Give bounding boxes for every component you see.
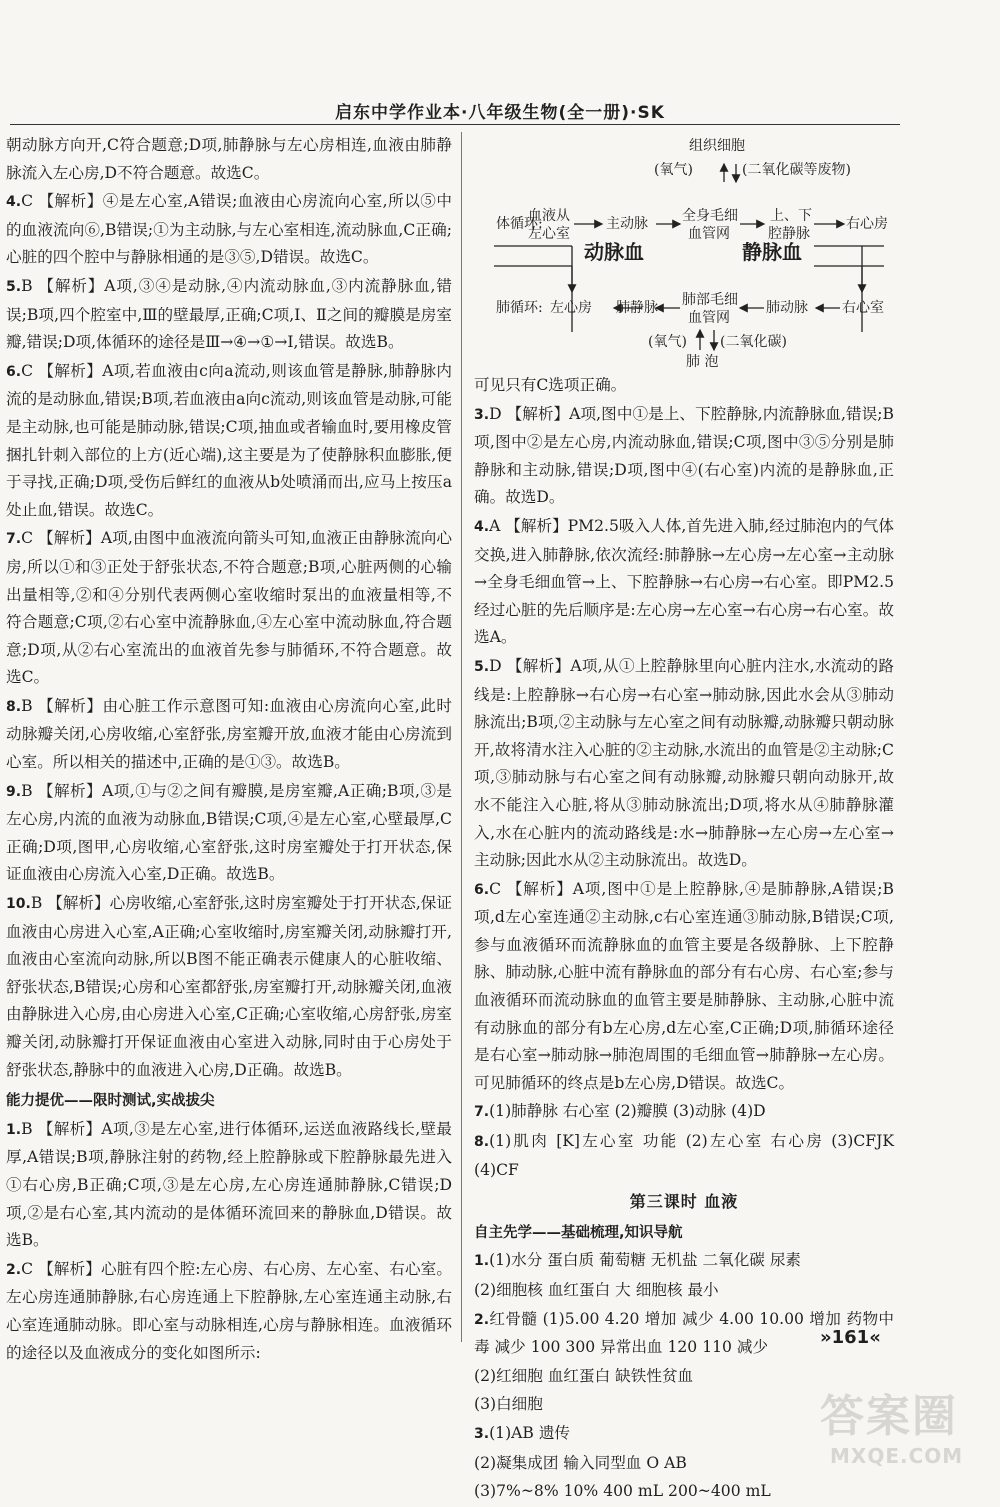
item-number: 1.: [474, 1253, 490, 1270]
answer-item-7: [6, 525, 452, 692]
item-number: 6.: [474, 881, 490, 898]
item-text: (1)AB 遗传: [489, 1423, 571, 1442]
page-number: »161«: [820, 1327, 881, 1348]
item-text: (1)水分 蛋白质 葡萄糖 无机盐 二氧化碳 尿素: [489, 1251, 802, 1270]
ability-item-4: [474, 513, 894, 652]
diagram-co2-waste: (二氧化碳等废物): [742, 162, 851, 178]
diagram-pulm-vein: 肺静脉: [616, 300, 658, 316]
blood-item-2-part-2: (2)红细胞 血红蛋白 缺铁性贫血: [474, 1366, 694, 1385]
header-rule: [10, 124, 900, 125]
diagram-pulm-artery: 肺动脉: [766, 300, 808, 316]
diagram-right-atrium: 右心房: [846, 216, 888, 232]
section-heading: 自主先学——基础梳理,知识导航: [474, 1224, 683, 1241]
column-divider: [461, 132, 462, 1342]
item-number: 10.: [6, 896, 31, 913]
blood-item-2-part-3: (3)白细胞: [474, 1395, 543, 1414]
answer-item-8: [6, 693, 452, 777]
ability-item-7: [474, 1098, 894, 1127]
diagram-lung-cap-1: 肺部毛细: [682, 292, 738, 308]
ability-item-1: [6, 1116, 452, 1255]
diagram-pulmonary-label: 肺循环:: [496, 300, 543, 316]
diagram-left-atrium: 左心房: [550, 300, 592, 316]
page-header: 启东中学作业本·八年级生物(全一册)·SK: [335, 103, 665, 123]
answer-continuation: 朝动脉方向开,C符合题意;D项,肺静脉与左心房相连,血液由肺静脉流入左心房,D不符合题意。故选C。: [6, 136, 452, 182]
diagram-from-lv-1: 血液从: [528, 208, 570, 224]
ability-item-2: [6, 1256, 452, 1367]
watermark-url: MXQE.COM: [830, 1444, 964, 1468]
item-text: D 【解析】A项,从①上腔静脉里向心脏内注水,水流动的路线是:上腔静脉→右心房→右心室→肺动脉,因此水会从③肺动脉流出;B项,②主动脉与左心室之间有动脉瓣,动脉瓣只朝动脉开,故将清水注入心脏的②主动脉,水流出的血管是②主动脉;C项,③肺动脉与右心室之间有动脉瓣,动脉瓣只朝向动脉开,故水不能注入心脏,将从③肺动脉流出;D项,将水从④肺静脉灌入,水在心脏内的流动路线是:水→肺静脉→左心房→左心室→主动脉;因此水从②主动脉流出。故选D。: [474, 656, 894, 870]
item-text: (1)肌肉 [K]左心室 功能 (2)左心室 右心房 (3)CFJK (4)CF: [474, 1132, 894, 1179]
answer-item-5: [6, 273, 452, 357]
blood-item-1-part-2: (2)细胞核 血红蛋白 大 细胞核 最小: [474, 1281, 719, 1299]
section-heading: 能力提优——限时测试,实战拔尖: [6, 1093, 215, 1110]
diagram-lung-cap-2: 血管网: [688, 310, 730, 326]
diagram-vena-2: 腔静脉: [768, 226, 810, 242]
item-text: B 【解析】由心脏工作示意图可知:血液由心房流向心室,此时动脉瓣关闭,心房收缩,心室舒张,房室瓣开放,血液才能由心房流到心室。所以相关的描述中,正确的是①③。故选B。: [6, 696, 452, 772]
item-number: 2.: [6, 1261, 22, 1278]
ability-item-3: [474, 401, 894, 512]
item-text: C 【解析】A项,图中①是上腔静脉,④是肺静脉,A错误;B项,d左心室连通②主动脉,c右心室连通③肺动脉,B错误;C项,参与血液循环而流静脉血的血管主要是各级静脉、上下腔静脉、肺动脉,心脏中流有静脉血的部分有右心房、右心室;参与血液循环而流动脉血的血管主要是肺静脉、主动脉,心脏中流有动脉血的部分有b左心房,d左心室,C正确;D项,肺循环途径是右心室→肺动脉→肺泡周围的毛细血管→肺静脉→左心房。可见肺循环的终点是b左心房,D错误。故选C。: [474, 879, 894, 1092]
blood-item-3-part-2: (2)凝集成团 输入同型血 O AB: [474, 1453, 687, 1472]
diagram-arterial-blood: 动脉血: [584, 240, 644, 264]
diagram-body-cap-2: 血管网: [688, 226, 730, 242]
diagram-right-ventricle: 右心室: [842, 300, 884, 316]
item-number: 5.: [474, 658, 490, 675]
left-column: [6, 132, 452, 1368]
item-number: 2.: [474, 1311, 490, 1328]
site-watermark: [820, 1380, 990, 1468]
diagram-aorta: 主动脉: [606, 216, 648, 232]
diagram-oxygen-top: (氧气): [654, 162, 693, 178]
item-text: A 【解析】PM2.5吸入人体,首先进入肺,经过肺泡内的气体交换,进入肺静脉,依次流经:肺静脉→左心房→左心室→主动脉→全身毛细血管→上、下腔静脉→右心房→右心室。即PM2.5经过心脏的先后顺序是:左心房→左心室→右心房→右心室。故选A。: [474, 516, 894, 647]
diagram-body-cap-1: 全身毛细: [682, 208, 738, 224]
right-column: [474, 132, 894, 1507]
item-number: 8.: [6, 698, 22, 715]
blood-item-1: [474, 1247, 894, 1276]
item-text: C 【解析】心脏有四个腔:左心房、右心房、左心室、右心室。左心房连通肺静脉,右心房连通上下腔静脉,左心室连通主动脉,右心室连通肺动脉。即心室与动脉相连,心房与静脉相连。血液循环的途径以及血液成分的变化如图所示:: [6, 1259, 452, 1362]
item-number: 7.: [474, 1104, 490, 1121]
item-text: (1)肺静脉 右心室 (2)瓣膜 (3)动脉 (4)D: [489, 1102, 766, 1121]
ability-item-8: [474, 1128, 894, 1184]
item-number: 5.: [6, 278, 22, 295]
ability-item-5: [474, 653, 894, 875]
ability-item-6: [474, 876, 894, 1098]
item-number: 7.: [6, 531, 22, 548]
item-text: B 【解析】A项,③是左心室,进行体循环,运送血液路线长,壁最厚,A错误;B项,静脉注射的药物,经上腔静脉或下腔静脉最先进入①右心房,B正确;C项,③是左心房,左心房连通肺静脉,C错误;D项,②是右心室,其内流动的是体循环流回来的静脉血,D错误。故选B。: [6, 1119, 452, 1250]
item-number: 4.: [6, 194, 22, 211]
item-text: B 【解析】A项,①与②之间有瓣膜,是房室瓣,A正确;B项,③是左心房,内流的血液为动脉血,B错误;C项,④是左心室,心壁最厚,C正确;D项,图甲,心房收缩,心室舒张,这时房室瓣处于打开状态,保证血液由心房流入心室,D正确。故选B。: [6, 781, 452, 884]
answer-item-6: [6, 358, 452, 525]
answer-item-9: [6, 778, 452, 889]
item-number: 1.: [6, 1121, 22, 1138]
item-number: 3.: [474, 406, 490, 423]
item-text: C 【解析】A项,若血液由c向a流动,则该血管是静脉,肺静脉内流的是动脉血,错误;B项,若血液由a向c流动,则该血管是动脉,可能是主动脉,也可能是肺动脉,错误;C项,抽血或者输血时,要用橡皮管捆扎针刺入部位的上方(近心端),这主要是为了使静脉积血膨胀,便于寻找,正确;D项,受伤后鲜红的血液从b处喷涌而出,应马上按压a处止血,错误。故选C。: [6, 361, 452, 519]
item-number: 9.: [6, 783, 22, 800]
diagram-vena-1: 上、下: [770, 208, 812, 224]
item-number: 8.: [474, 1134, 490, 1151]
item-number: 6.: [6, 363, 22, 380]
item-text: 红骨髓 (1)5.00 4.20 增加 减少 4.00 10.00 增加 药物中毒 减少 100 300 异常出血 120 110 减少: [474, 1309, 894, 1357]
diagram-alveoli: 肺 泡: [686, 354, 719, 370]
item-number: 4.: [474, 518, 490, 535]
blood-item-3-part-3: (3)7%~8% 10% 400 mL 200~400 mL: [474, 1482, 771, 1501]
item-text: C 【解析】A项,由图中血液流向箭头可知,血液正由静脉流向心房,所以①和③正处于舒张状态,不符合题意;B项,心脏两侧的心输出量相等,②和④分别代表两侧心室收缩时泵出的血液量相等,不符合题意;C项,②右心室中流静脉血,④左心室中流动脉血,符合题意;D项,从②右心室流出的血液首先参与肺循环,不符合题意。故选C。: [6, 529, 452, 687]
item-text: B 【解析】心房收缩,心室舒张,这时房室瓣处于打开状态,保证血液由心房进入心室,A正确;心室收缩时,房室瓣关闭,动脉瓣打开,血液由心室流向动脉,所以B图不能正确表示健康人的心脏收缩、舒张状态,B错误;心房和心室都舒张,房室瓣打开,动脉瓣关闭,血液由静脉进入心房,由心房进入心室,C正确;心室收缩,心房舒张,房室瓣关闭,动脉瓣打开保证血液由心室进入动脉,同时由于心房处于舒张状态,静脉中的血液进入心房,D正确。故选B。: [6, 894, 452, 1079]
diagram-systemic-label: 体循环:: [496, 216, 543, 232]
diagram-oxygen-bottom: (氧气): [648, 334, 687, 350]
watermark-logo-text: 答案圈: [820, 1391, 958, 1442]
item-text: B 【解析】A项,③④是动脉,④内流动脉血,③内流静脉血,错误;B项,四个腔室中,Ⅲ的壁最厚,正确;C项,Ⅰ、Ⅱ之间的瓣膜是房室瓣,错误;D项,体循环的途径是Ⅲ→④→①→Ⅰ,错误。故选B。: [6, 276, 452, 352]
item-text: C 【解析】④是左心室,A错误;血液由心房流向心室,所以⑤中的血液流向⑥,B错误;①为主动脉,与左心室相连,流动脉血,C正确;心脏的四个腔中与静脉相通的是③⑤,D错误。故选C。: [6, 192, 452, 267]
item-number: 3.: [474, 1425, 490, 1442]
item-text: D 【解析】A项,图中①是上、下腔静脉,内流静脉血,错误;B项,图中②是左心房,内流动脉血,错误;C项,图中③⑤分别是肺静脉和主动脉,错误;D项,图中④(右心室)内流的是静脉血,正确。故选D。: [474, 404, 894, 507]
lesson-title: 第三课时 血液: [629, 1192, 739, 1212]
answer-item-10: [6, 890, 452, 1084]
circulation-diagram: [474, 132, 894, 372]
diagram-co2-bottom: (二氧化碳): [720, 334, 787, 350]
diagram-venous-blood: 静脉血: [742, 240, 802, 264]
diagram-from-lv-2: 左心室: [528, 226, 570, 242]
diagram-tissue-cell: 组织细胞: [689, 138, 745, 154]
diagram-conclusion: 可见只有C选项正确。: [474, 376, 627, 394]
answer-item-4: [6, 188, 452, 272]
